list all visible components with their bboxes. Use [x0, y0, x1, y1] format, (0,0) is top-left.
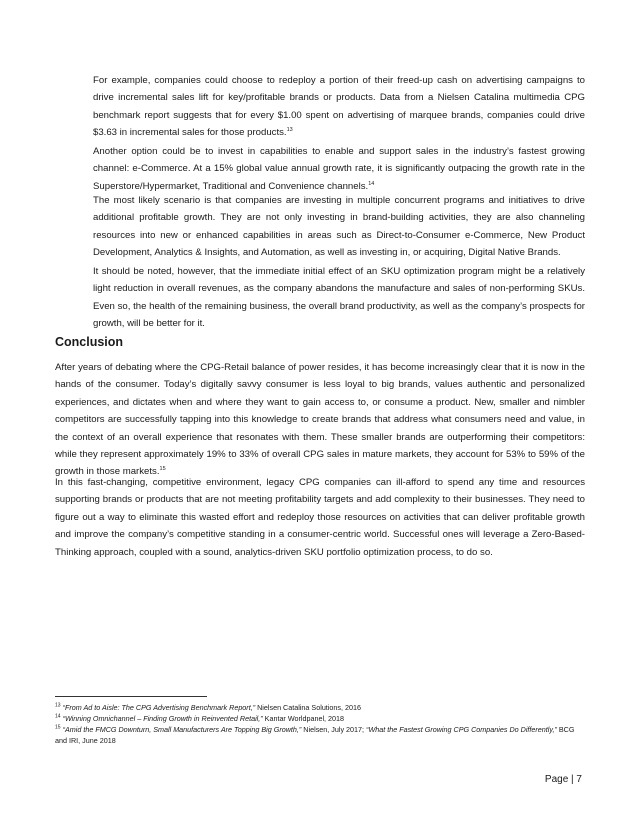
footnote-ref-13: 13 [286, 127, 293, 134]
footnote-14: $^{14}$ “Winning Omnichannel – Finding Growth in Reinvented Retail,” Kantar Worldpanel, 2018 [55, 713, 345, 723]
footnote-13: $^{13}$ “From Ad to Aisle: The CPG Advertising Benchmark Report,” Nielsen Catalina Solutions, 2016 [55, 702, 361, 712]
conclusion-heading: Conclusion [55, 335, 124, 349]
page-number: Page | 7 [544, 774, 582, 785]
paragraph-scenario: The most likely scenario is that companies are investing in multiple concurrent programs and initiatives to drive additional profitable growth. They are not only investing in brand-building activities, they are also channeling resources into new or enhanced capabilities in areas such as Direct-to-Consumer e-Commerce, New Product Development, Analytics & Insights, and Automation, as well as investing in, or acquiring, Digital Native Brands. [93, 195, 585, 259]
paragraph-ecommerce: Another option could be to invest in capabilities to enable and support sales in the industry’s fastest growing channel: e-Commerce. At a 15% global value annual growth rate, it is significantly outpacing the growth rate in the Superstore/Hypermarket, Traditional and Convenience channels.$^{14}$ [93, 146, 585, 192]
footnote-ref-14: 14 [368, 180, 375, 187]
paragraph-advertising: For example, companies could choose to redeploy a portion of their freed-up cash on advertising campaigns to drive incremental sales lift for key/profitable brands or products. Data from a Nielsen Catalina multimedia CPG benchmark report suggests that for every $1.00 spent on advertising of marquee brands, companies could drive $3.63 in incremental sales for those products.$^{13}$ [93, 75, 585, 139]
paragraph-note: It should be noted, however, that the immediate initial effect of an SKU optimization program might be a relatively light reduction in overall revenues, as the company abandons the manufacture and sales of non-performing SKUs. Even so, the health of the remaining business, the overall brand productivity, as well as the company’s prospects for growth, will be better for it. [93, 266, 585, 330]
footnote-ref-15: 15 [159, 466, 166, 473]
footnote-15: $^{15}$ “Amid the FMCG Downturn, Small Manufacturers Are Topping Big Growth,” Nielsen, July 2017; “What the Fastest Growing CPG Companies Do Differently,” BCG and IRI, June 2018 [55, 724, 575, 745]
footnote-separator [55, 696, 207, 697]
paragraph-conclusion-1: After years of debating where the CPG-Retail balance of power resides, it has become increasingly clear that it is now in the hands of the consumer. Today’s digitally savvy consumer is less loyal to big brands, values authentic and personalized experiences, and dictates when and where they want to gain access to, or consume a product. New, smaller and nimbler competitors are successfully tapping into this knowledge to create brands that address what consumers need and value, in the context of an overall experience that resonates with them. These smaller brands are outperforming their competitors: while they represent approximately 19% to 33% of overall CPG sales in mature markets, they account for 53% to 59% of the growth in those markets.$^{15}$ [55, 362, 585, 478]
paragraph-conclusion-2: In this fast-changing, competitive environment, legacy CPG companies can ill-afford to spend any time and resources supporting brands or products that are not meeting profitability targets and add complexity to their businesses. They need to figure out a way to eliminate this wasted effort and redeploy those resources on activities that can deliver profitable growth and improve the company’s competitive standing in a consumer-centric world. Successful ones will leverage a Zero-Based-Thinking approach, coupled with a sound, analytics-driven SKU portfolio optimization process, to do so. [55, 477, 585, 558]
